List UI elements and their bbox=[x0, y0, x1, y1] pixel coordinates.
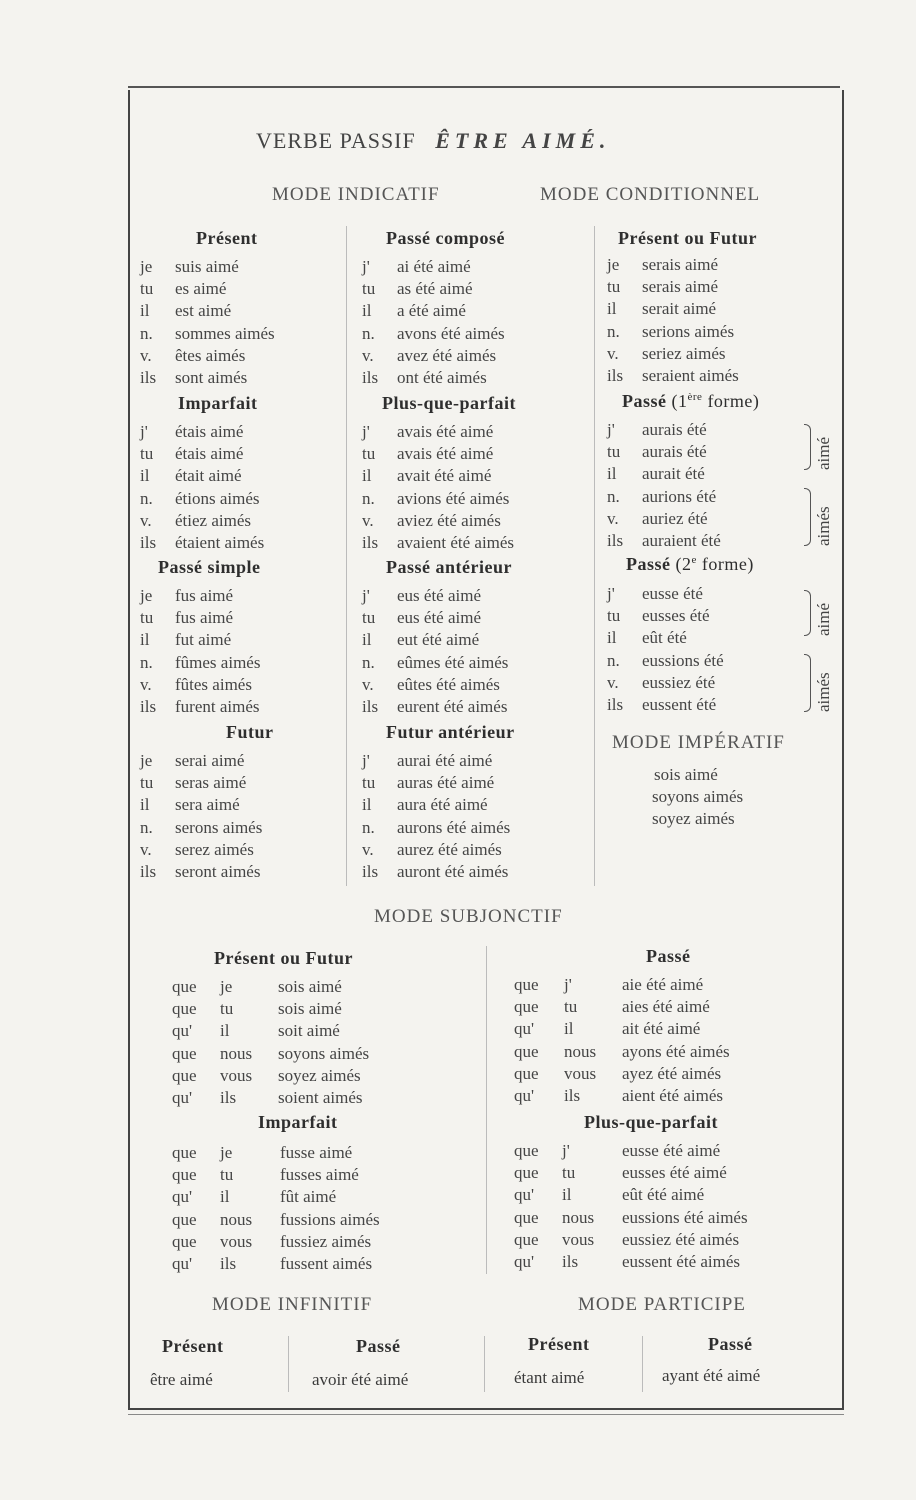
pronoun: j' bbox=[607, 584, 615, 603]
tense-heading-cond-passe-2: Passé (2e forme) bbox=[626, 554, 754, 574]
verb-form: a été aimé bbox=[397, 301, 466, 321]
verb-form: eussions été aimés bbox=[622, 1207, 748, 1227]
verb-form: étiez aimés bbox=[175, 510, 251, 530]
verb-form: sera aimé bbox=[175, 795, 240, 815]
verb-form: eût été aimé bbox=[622, 1185, 705, 1205]
pronoun: v. bbox=[362, 839, 374, 859]
verb-form: ont été aimés bbox=[397, 368, 487, 387]
pronoun: j' bbox=[140, 422, 148, 441]
verb-form: sois aimé bbox=[278, 977, 342, 996]
verb-form: aurais été bbox=[642, 420, 707, 439]
verb-form: auriez été bbox=[642, 508, 708, 528]
pronoun: que bbox=[172, 1209, 197, 1229]
pronoun: il bbox=[362, 466, 372, 486]
pronoun: ils bbox=[607, 366, 624, 385]
pronoun: que bbox=[172, 977, 197, 996]
verb-form: ayez été aimés bbox=[622, 1063, 722, 1083]
pronoun: vous bbox=[562, 1229, 595, 1249]
verb-form: eussent été bbox=[642, 695, 717, 714]
pronoun: que bbox=[172, 999, 197, 1019]
pronoun: ils bbox=[607, 531, 624, 550]
verb-form: as été aimé bbox=[397, 279, 473, 299]
verb-form: était aimé bbox=[175, 466, 242, 486]
pronoun: qu' bbox=[514, 1185, 535, 1205]
pronoun: v. bbox=[362, 510, 374, 530]
pronoun: tu bbox=[220, 999, 234, 1019]
tense-heading-imparfait: Imparfait bbox=[178, 393, 258, 413]
verb-form: soyons aimés bbox=[278, 1043, 370, 1063]
verb-form: aviez été aimés bbox=[397, 510, 501, 530]
pronoun: vous bbox=[564, 1063, 597, 1083]
verb-form: serait aimé bbox=[642, 299, 717, 319]
pronoun: ils bbox=[140, 368, 157, 387]
pronoun: tu bbox=[562, 1163, 576, 1183]
pronoun: que bbox=[514, 997, 539, 1017]
brace bbox=[804, 590, 811, 636]
verb-form: serais aimé bbox=[642, 277, 718, 297]
verb-form: fus aimé bbox=[175, 608, 234, 628]
pronoun: n. bbox=[362, 323, 375, 343]
verb-form: fût aimé bbox=[280, 1187, 337, 1207]
verb-form: étaient aimés bbox=[175, 533, 265, 552]
pronoun: v. bbox=[362, 674, 374, 694]
pronoun: qu' bbox=[514, 1086, 535, 1105]
verb-form: eût été bbox=[642, 628, 687, 648]
verb-form: aies été aimé bbox=[622, 997, 710, 1017]
pronoun: je bbox=[607, 255, 620, 274]
verb-form: sont aimés bbox=[175, 368, 248, 387]
verb-form: aurions été bbox=[642, 486, 717, 506]
imperative-line: soyez aimés bbox=[652, 809, 735, 828]
pronoun: n. bbox=[362, 652, 375, 672]
pronoun: tu bbox=[362, 773, 376, 793]
pronoun: il bbox=[562, 1185, 572, 1205]
imperative-line: soyons aimés bbox=[652, 787, 744, 806]
pronoun: que bbox=[514, 1141, 539, 1160]
verb-form: aient été aimés bbox=[622, 1086, 724, 1105]
verb-form: serai aimé bbox=[175, 751, 245, 770]
verb-form: avons été aimés bbox=[397, 323, 505, 343]
pronoun: tu bbox=[607, 277, 621, 297]
pronoun: que bbox=[172, 1043, 197, 1063]
verb-form: seras aimé bbox=[175, 773, 247, 793]
infinitif-present-value: être aimé bbox=[150, 1370, 213, 1389]
verb-form: fusses aimé bbox=[280, 1165, 359, 1185]
pronoun: il bbox=[140, 301, 150, 321]
bottom-rule bbox=[128, 1414, 844, 1415]
pronoun: que bbox=[514, 1063, 539, 1083]
verb-form: eusse été bbox=[642, 584, 703, 603]
verb-form: fûmes aimés bbox=[175, 652, 261, 672]
pronoun: tu bbox=[140, 773, 154, 793]
column-separator bbox=[486, 946, 487, 1274]
verb-form: soit aimé bbox=[278, 1021, 340, 1041]
pronoun: ils bbox=[140, 697, 157, 716]
infinitif-passe-value: avoir été aimé bbox=[312, 1370, 409, 1389]
pronoun: j' bbox=[362, 586, 370, 605]
pronoun: j' bbox=[564, 975, 572, 994]
participe-present-value: étant aimé bbox=[514, 1368, 585, 1387]
page-title bbox=[256, 128, 610, 154]
pronoun: ils bbox=[140, 862, 157, 881]
verb-form: eussiez été aimés bbox=[622, 1229, 740, 1249]
pronoun: j' bbox=[562, 1141, 570, 1160]
tense-heading-passe-anterieur: Passé antérieur bbox=[386, 557, 512, 577]
verb-form: fussiez aimés bbox=[280, 1231, 372, 1251]
pronoun: v. bbox=[362, 345, 374, 365]
pronoun: tu bbox=[140, 608, 154, 628]
verb-form: soient aimés bbox=[278, 1088, 363, 1107]
verb-form: êtes aimés bbox=[175, 345, 246, 365]
tense-heading-subj-present: Présent ou Futur bbox=[214, 948, 353, 968]
verb-form: aurait été bbox=[642, 464, 705, 484]
column-separator bbox=[346, 226, 347, 886]
tense-heading-passe-compose: Passé composé bbox=[386, 228, 505, 248]
verb-form: aie été aimé bbox=[622, 975, 704, 994]
verb-form: ait été aimé bbox=[622, 1019, 701, 1039]
column-separator bbox=[594, 226, 595, 886]
pronoun: vous bbox=[220, 1231, 253, 1251]
verb-form: serais aimé bbox=[642, 255, 718, 274]
verb-form: fusse aimé bbox=[280, 1143, 353, 1162]
pronoun: qu' bbox=[172, 1021, 193, 1041]
pronoun: je bbox=[140, 257, 153, 276]
pronoun: je bbox=[140, 586, 153, 605]
pronoun: il bbox=[140, 466, 150, 486]
verb-form: eûmes été aimés bbox=[397, 652, 509, 672]
pronoun: que bbox=[172, 1231, 197, 1251]
tense-heading-passe-simple: Passé simple bbox=[158, 557, 261, 577]
brace-label-plural: aimés bbox=[814, 672, 833, 712]
verb-form: auraient été bbox=[642, 531, 721, 550]
pronoun: ils bbox=[220, 1254, 237, 1273]
pronoun: il bbox=[607, 628, 617, 648]
pronoun: ils bbox=[362, 697, 379, 716]
pronoun: ils bbox=[362, 533, 379, 552]
pronoun: je bbox=[220, 977, 233, 996]
pronoun: il bbox=[140, 630, 150, 650]
pronoun: ils bbox=[140, 533, 157, 552]
verb-form: furent aimés bbox=[175, 697, 260, 716]
pronoun: j' bbox=[607, 420, 615, 439]
pronoun: tu bbox=[607, 606, 621, 626]
verb-form: avions été aimés bbox=[397, 488, 510, 508]
pronoun: ils bbox=[220, 1088, 237, 1107]
pronoun: nous bbox=[564, 1041, 597, 1061]
pronoun: qu' bbox=[514, 1019, 535, 1039]
participe-present-label: Présent bbox=[528, 1334, 590, 1354]
column-separator bbox=[288, 1336, 289, 1392]
verb-form: aurais été bbox=[642, 442, 707, 462]
pronoun: ils bbox=[564, 1086, 581, 1105]
pronoun: qu' bbox=[172, 1088, 193, 1107]
pronoun: v. bbox=[607, 343, 619, 363]
pronoun: je bbox=[220, 1143, 233, 1162]
verb-form: aurez été aimés bbox=[397, 839, 502, 859]
tense-heading-plus-que-parfait: Plus-que-parfait bbox=[382, 393, 516, 413]
mode-infinitif-heading: MODE INFINITIF bbox=[212, 1294, 373, 1315]
verb-form: aura été aimé bbox=[397, 795, 488, 815]
pronoun: je bbox=[140, 751, 153, 770]
pronoun: v. bbox=[140, 674, 152, 694]
tense-heading-subj-imparfait: Imparfait bbox=[258, 1112, 338, 1132]
pronoun: n. bbox=[607, 650, 620, 670]
pronoun: que bbox=[514, 1207, 539, 1227]
pronoun: tu bbox=[607, 442, 621, 462]
pronoun: il bbox=[607, 464, 617, 484]
pronoun: il bbox=[564, 1019, 574, 1039]
brace bbox=[804, 424, 811, 470]
verb-form: eusses été aimé bbox=[622, 1163, 727, 1183]
verb-form: eus été aimé bbox=[397, 586, 482, 605]
mode-participe-heading: MODE PARTICIPE bbox=[578, 1294, 746, 1315]
pronoun: qu' bbox=[172, 1254, 193, 1273]
pronoun: n. bbox=[607, 321, 620, 341]
pronoun: il bbox=[140, 795, 150, 815]
pronoun: nous bbox=[220, 1043, 253, 1063]
pronoun: tu bbox=[362, 608, 376, 628]
infinitif-passe-label: Passé bbox=[356, 1336, 401, 1356]
verb-form: ayons été aimés bbox=[622, 1041, 730, 1061]
verb-form: avaient été aimés bbox=[397, 533, 515, 552]
verb-form: fussions aimés bbox=[280, 1209, 380, 1229]
verb-form: es aimé bbox=[175, 279, 227, 299]
verb-form: avais été aimé bbox=[397, 444, 494, 464]
pronoun: vous bbox=[220, 1065, 253, 1085]
pronoun: que bbox=[514, 1229, 539, 1249]
tense-heading-cond-passe-1: Passé (1ère forme) bbox=[622, 391, 760, 411]
pronoun: n. bbox=[140, 817, 153, 837]
pronoun: tu bbox=[362, 279, 376, 299]
pronoun: que bbox=[514, 975, 539, 994]
verb-form: serons aimés bbox=[175, 817, 263, 837]
brace-label-singular: aimé bbox=[814, 436, 833, 470]
mode-conditionnel-heading: MODE CONDITIONNEL bbox=[540, 184, 761, 205]
pronoun: que bbox=[514, 1041, 539, 1061]
verb-form: soyez aimés bbox=[278, 1065, 361, 1085]
column-separator bbox=[642, 1336, 643, 1392]
infinitif-present-label: Présent bbox=[162, 1336, 224, 1356]
verb-form: eussions été bbox=[642, 650, 724, 670]
pronoun: n. bbox=[140, 488, 153, 508]
pronoun: ils bbox=[362, 862, 379, 881]
pronoun: qu' bbox=[514, 1252, 535, 1271]
pronoun: n. bbox=[362, 817, 375, 837]
tense-heading-futur-anterieur: Futur antérieur bbox=[386, 722, 515, 742]
verb-form: eusse été aimé bbox=[622, 1141, 721, 1160]
pronoun: tu bbox=[220, 1165, 234, 1185]
pronoun: tu bbox=[140, 279, 154, 299]
participe-passe-value: ayant été aimé bbox=[662, 1366, 761, 1385]
pronoun: n. bbox=[362, 488, 375, 508]
pronoun: n. bbox=[607, 486, 620, 506]
verb-form: sois aimé bbox=[278, 999, 342, 1019]
pronoun: v. bbox=[607, 508, 619, 528]
pronoun: n. bbox=[140, 323, 153, 343]
pronoun: tu bbox=[140, 444, 154, 464]
pronoun: que bbox=[172, 1165, 197, 1185]
pronoun: que bbox=[172, 1065, 197, 1085]
pronoun: que bbox=[172, 1143, 197, 1162]
verb-form: avais été aimé bbox=[397, 422, 494, 441]
verb-form: aurai été aimé bbox=[397, 751, 493, 770]
tense-heading-futur: Futur bbox=[226, 722, 274, 742]
verb-form: ai été aimé bbox=[397, 257, 471, 276]
verb-form: est aimé bbox=[175, 301, 232, 321]
top-rule bbox=[128, 86, 840, 88]
pronoun: il bbox=[362, 301, 372, 321]
column-separator bbox=[484, 1336, 485, 1392]
verb-form: eûtes été aimés bbox=[397, 674, 500, 694]
title-verb: ÊTRE AIMÉ. bbox=[435, 128, 611, 153]
pronoun: ils bbox=[362, 368, 379, 387]
tense-heading-cond-present: Présent ou Futur bbox=[618, 228, 757, 248]
verb-form: auras été aimé bbox=[397, 773, 495, 793]
verb-form: seriez aimés bbox=[642, 343, 726, 363]
pronoun: il bbox=[220, 1187, 230, 1207]
verb-form: serez aimés bbox=[175, 839, 254, 859]
pronoun: tu bbox=[362, 444, 376, 464]
imperative-line: sois aimé bbox=[654, 765, 718, 784]
pronoun: nous bbox=[220, 1209, 253, 1229]
verb-form: eussent été aimés bbox=[622, 1252, 741, 1271]
tense-heading-subj-plus-que-parfait: Plus-que-parfait bbox=[584, 1112, 718, 1132]
verb-form: eusses été bbox=[642, 606, 710, 626]
tense-heading-subj-passe: Passé bbox=[646, 946, 691, 966]
verb-form: étais aimé bbox=[175, 422, 244, 441]
pronoun: v. bbox=[607, 672, 619, 692]
pronoun: j' bbox=[362, 751, 370, 770]
brace bbox=[804, 654, 811, 712]
verb-form: avait été aimé bbox=[397, 466, 492, 486]
verb-form: avez été aimés bbox=[397, 345, 497, 365]
verb-form: fus aimé bbox=[175, 586, 234, 605]
participe-passe-label: Passé bbox=[708, 1334, 753, 1354]
verb-form: serions aimés bbox=[642, 321, 735, 341]
verb-form: eurent été aimés bbox=[397, 697, 508, 716]
verb-form: eussiez été bbox=[642, 672, 716, 692]
pronoun: j' bbox=[362, 257, 370, 276]
mode-indicatif-heading: MODE INDICATIF bbox=[272, 184, 440, 205]
pronoun: v. bbox=[140, 345, 152, 365]
pronoun: n. bbox=[140, 652, 153, 672]
mode-imperatif-heading: MODE IMPÉRATIF bbox=[612, 732, 785, 753]
pronoun: il bbox=[362, 795, 372, 815]
pronoun: il bbox=[607, 299, 617, 319]
verb-form: seraient aimés bbox=[642, 366, 739, 385]
verb-form: fut aimé bbox=[175, 630, 232, 650]
verb-form: fûtes aimés bbox=[175, 674, 252, 694]
pronoun: il bbox=[362, 630, 372, 650]
pronoun: ils bbox=[607, 695, 624, 714]
verb-form: eut été aimé bbox=[397, 630, 480, 650]
pronoun: j' bbox=[362, 422, 370, 441]
verb-form: étions aimés bbox=[175, 488, 260, 508]
pronoun: que bbox=[514, 1163, 539, 1183]
verb-form: seront aimés bbox=[175, 862, 261, 881]
verb-form: aurons été aimés bbox=[397, 817, 511, 837]
title-prefix: VERBE PASSIF bbox=[256, 128, 416, 153]
mode-subjonctif-heading: MODE SUBJONCTIF bbox=[374, 906, 563, 927]
pronoun: qu' bbox=[172, 1187, 193, 1207]
verb-form: eus été aimé bbox=[397, 608, 482, 628]
brace-label-singular: aimé bbox=[814, 602, 833, 636]
pronoun: nous bbox=[562, 1207, 595, 1227]
tense-heading-present: Présent bbox=[196, 228, 258, 248]
pronoun: ils bbox=[562, 1252, 579, 1271]
pronoun: v. bbox=[140, 510, 152, 530]
brace bbox=[804, 488, 811, 546]
verb-form: suis aimé bbox=[175, 257, 239, 276]
verb-form: sommes aimés bbox=[175, 323, 275, 343]
pronoun: il bbox=[220, 1021, 230, 1041]
pronoun: tu bbox=[564, 997, 578, 1017]
brace-label-plural: aimés bbox=[814, 506, 833, 546]
verb-form: auront été aimés bbox=[397, 862, 509, 881]
verb-form: fussent aimés bbox=[280, 1254, 373, 1273]
verb-form: étais aimé bbox=[175, 444, 244, 464]
pronoun: v. bbox=[140, 839, 152, 859]
